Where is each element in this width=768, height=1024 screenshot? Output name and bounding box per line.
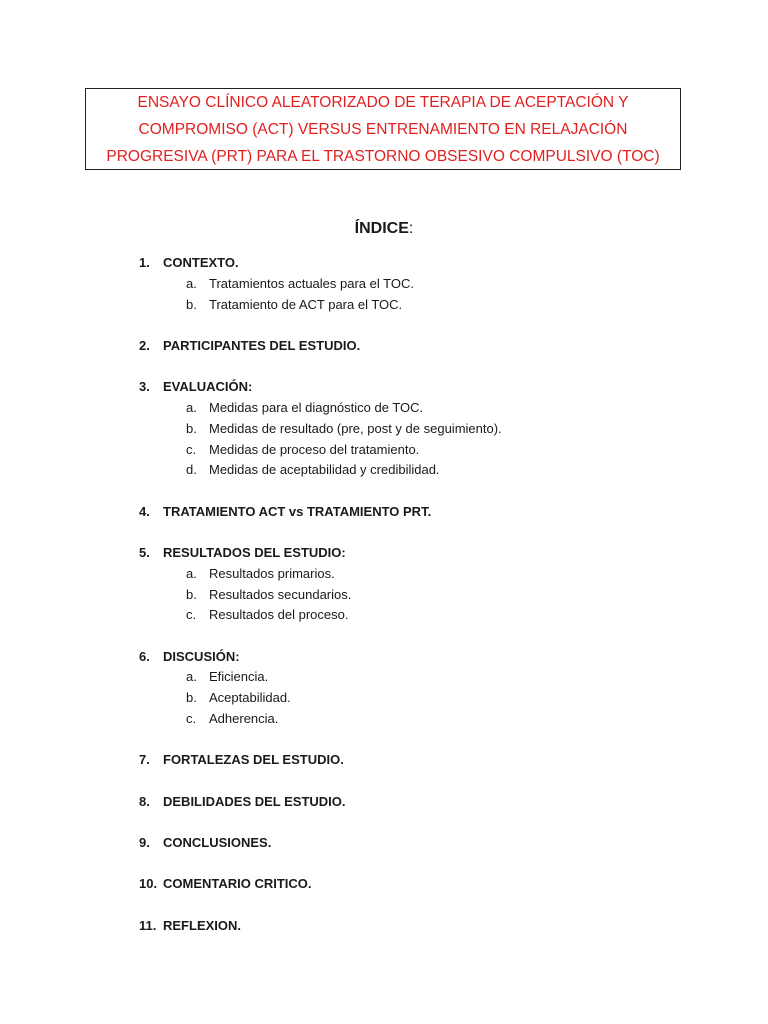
toc-section-number: 6. [139, 648, 150, 664]
toc-subitem-letter: a. [186, 669, 197, 685]
toc-subitem-text: Resultados primarios. [209, 565, 335, 581]
toc-section-heading [139, 792, 699, 813]
toc-section [139, 253, 699, 315]
toc-section-heading [139, 647, 699, 668]
toc-subitem-letter: c. [186, 441, 197, 457]
toc-section [139, 833, 699, 854]
toc-section-number: 8. [139, 793, 150, 809]
toc-subitem-text: Aceptabilidad. [209, 690, 291, 706]
toc-section-heading [139, 377, 699, 398]
toc-section-label: CONCLUSIONES. [163, 834, 272, 850]
index-heading-text: ÍNDICE [354, 220, 409, 237]
toc-subitem-letter: b. [186, 690, 197, 706]
toc-section-number: 7. [139, 752, 150, 768]
toc-section-heading [139, 543, 699, 564]
toc-section-label: EVALUACIÓN: [163, 379, 253, 395]
toc-section [139, 336, 699, 357]
toc-section-number: 10. [139, 876, 158, 892]
toc-section-label: DISCUSIÓN: [163, 648, 240, 664]
toc-section-label: TRATAMIENTO ACT vs TRATAMIENTO PRT. [163, 503, 432, 519]
toc-subitem [139, 440, 699, 461]
index-heading-colon: : [408, 220, 414, 237]
toc-section-heading [139, 833, 699, 854]
toc-section-number: 11. [139, 917, 157, 933]
toc-subitem-text: Medidas de proceso del tratamiento. [209, 441, 420, 457]
toc-subitem-text: Resultados del proceso. [209, 607, 349, 623]
toc-subitem [139, 295, 699, 316]
toc-subitem [139, 419, 699, 440]
table-of-contents [139, 253, 699, 957]
toc-subitem-letter: a. [186, 565, 197, 581]
toc-subitem-text: Medidas de aceptabilidad y credibilidad. [209, 462, 440, 478]
toc-subitem-letter: b. [186, 296, 197, 312]
index-heading [0, 219, 768, 239]
toc-subitem-letter: a. [186, 275, 197, 291]
toc-section-heading [139, 336, 699, 357]
toc-section-label: FORTALEZAS DEL ESTUDIO. [163, 752, 344, 768]
toc-subitem-letter: c. [186, 607, 197, 623]
toc-section-number: 1. [139, 255, 150, 270]
toc-subitem [139, 585, 699, 606]
toc-section [139, 647, 699, 730]
toc-subitem-text: Resultados secundarios. [209, 586, 352, 602]
toc-section [139, 750, 699, 771]
toc-section [139, 916, 699, 937]
document-title: ENSAYO CLÍNICO ALEATORIZADO DE TERAPIA DE ACEPTACIÓN Y COMPROMISO (ACT) VERSUS ENTRENAMIENTO EN RELAJACIÓN PROGRESIVA (PRT) PARA EL TRASTORNO OBSESIVO COMPULSIVO (TOC) [106, 93, 660, 165]
toc-section-heading [139, 502, 699, 523]
toc-subitem-text: Tratamientos actuales para el TOC. [209, 275, 414, 291]
toc-section-label: REFLEXION. [163, 917, 242, 933]
toc-section-heading [139, 750, 699, 771]
toc-subitem [139, 460, 699, 481]
toc-section [139, 792, 699, 813]
toc-section-number: 3. [139, 379, 150, 395]
toc-section-number: 4. [139, 503, 150, 519]
toc-section [139, 377, 699, 481]
toc-subitem-text: Medidas de resultado (pre, post y de seguimiento). [209, 420, 502, 436]
toc-subitem-letter: c. [186, 711, 197, 727]
toc-subitem-text: Adherencia. [209, 711, 279, 727]
toc-section-heading [139, 916, 699, 937]
toc-section [139, 502, 699, 523]
toc-section [139, 543, 699, 626]
toc-subitem-text: Eficiencia. [209, 669, 269, 685]
toc-subitem [139, 274, 699, 295]
toc-subitem [139, 564, 699, 585]
toc-section-number: 5. [139, 544, 150, 560]
toc-section-heading [139, 874, 699, 895]
document-title-box [85, 88, 681, 170]
toc-subitem-text: Tratamiento de ACT para el TOC. [209, 296, 403, 312]
toc-section-label: DEBILIDADES DEL ESTUDIO. [163, 793, 346, 809]
toc-section [139, 874, 699, 895]
toc-section-number: 9. [139, 834, 150, 850]
toc-section-label: COMENTARIO CRITICO. [163, 876, 312, 892]
toc-section-label: RESULTADOS DEL ESTUDIO: [163, 544, 346, 560]
toc-subitem [139, 688, 699, 709]
toc-section-heading [139, 253, 699, 274]
toc-subitem [139, 667, 699, 688]
toc-section-label: CONTEXTO. [163, 255, 239, 270]
toc-subitem [139, 709, 699, 730]
toc-section-number: 2. [139, 337, 150, 353]
toc-subitem-text: Medidas para el diagnóstico de TOC. [209, 399, 424, 415]
toc-subitem [139, 605, 699, 626]
toc-subitem-letter: a. [186, 399, 197, 415]
toc-section-label: PARTICIPANTES DEL ESTUDIO. [163, 337, 361, 353]
toc-subitem [139, 398, 699, 419]
toc-subitem-letter: b. [186, 420, 197, 436]
toc-subitem-letter: d. [186, 462, 197, 478]
toc-subitem-letter: b. [186, 586, 197, 602]
